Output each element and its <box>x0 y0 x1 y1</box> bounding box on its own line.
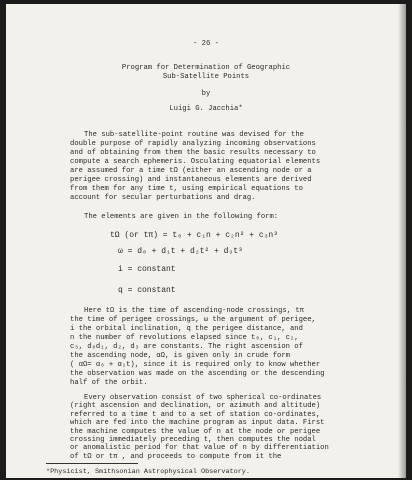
elements-intro: The elements are given in the following form: <box>84 213 279 221</box>
para3-line: of tΩ or tπ , and proceeds to compute from it the <box>70 452 282 461</box>
footnote: *Physicist, Smithsonian Astrophysical Observatory. <box>46 468 250 476</box>
para3-line: the machine computes the value of n at the node or perigee <box>70 427 321 436</box>
page-number: - 26 - <box>193 40 219 48</box>
para1-line: and of obtaining from them the basic results necessary to <box>70 149 316 157</box>
para1-line: are assumed for a time tΩ (either an ascending node or a <box>70 167 312 175</box>
title-line-1: Program for Determination of Geographic <box>121 64 291 72</box>
para3-line: Every observation consist of two spherical co-ordinates <box>84 394 322 402</box>
para3-line: referred to a time t and to a set of station co-ordinates, <box>70 410 321 419</box>
para3-line: or anomalistic period for that value of n by differentiation <box>70 444 329 453</box>
para2-line: Here tΩ is the time of ascending-node crossings, tπ <box>84 307 304 315</box>
document-page <box>6 4 406 478</box>
para1-line: from them for any time t, using empirical equations to <box>70 185 303 193</box>
para3-line: which are fed into the machine program as input data. First <box>70 419 325 428</box>
para1-line: account for secular perturbations and drag. <box>70 194 256 202</box>
equation-perigee-argument: ω = d₀ + d₁t + d₂t² + d₃t³ <box>118 247 243 256</box>
equation-inclination: i = constant <box>118 265 176 274</box>
equation-perigee-distance: q = constant <box>118 286 176 295</box>
para2-line: i the orbital inclination, q the perigee distance, and <box>70 325 303 333</box>
para2-line: ( αΩ= α₀ + α₁t), since it is required only to know whether <box>70 361 321 369</box>
equation-node-time: tΩ (or tπ) = t₀ + c₁n + c₂n² + c₃n³ <box>110 231 279 240</box>
para1-line: The sub-satellite-point routine was devised for the <box>84 131 304 139</box>
para3-line: crossing immediately preceding t, then computes the nodal <box>70 436 316 444</box>
by-line: by <box>201 90 211 98</box>
para1-line: perigee crossing) and instantaneous elements are derived <box>70 176 312 184</box>
para3-line: (right ascension and declination, or azimuth and altitude) <box>70 402 321 411</box>
para2-line: half of the orbit. <box>70 379 148 387</box>
title-line-2: Sub-Satellite Points <box>162 73 250 81</box>
para2-line: n the number of revolutions elapsed since t₀, c₁, c₂, <box>70 334 299 342</box>
para2-line: the ascending node, αΩ, is given only in crude form <box>70 352 290 360</box>
para1-line: compute a search ephemeris. Osculating equatorial elements <box>70 158 321 166</box>
author: Luigi G. Jacchia* <box>169 105 243 113</box>
para2-line: the time of perigee crossings, ω the argument of perigee, <box>70 316 316 324</box>
para2-line: c₃, d₀d₁, d₂, d₃ are constants. The right ascension of <box>70 343 303 351</box>
para2-line: the observation was made on the ascending or the descending <box>70 370 325 378</box>
para1-line: double purpose of rapidly analyzing incoming observations <box>70 140 316 148</box>
